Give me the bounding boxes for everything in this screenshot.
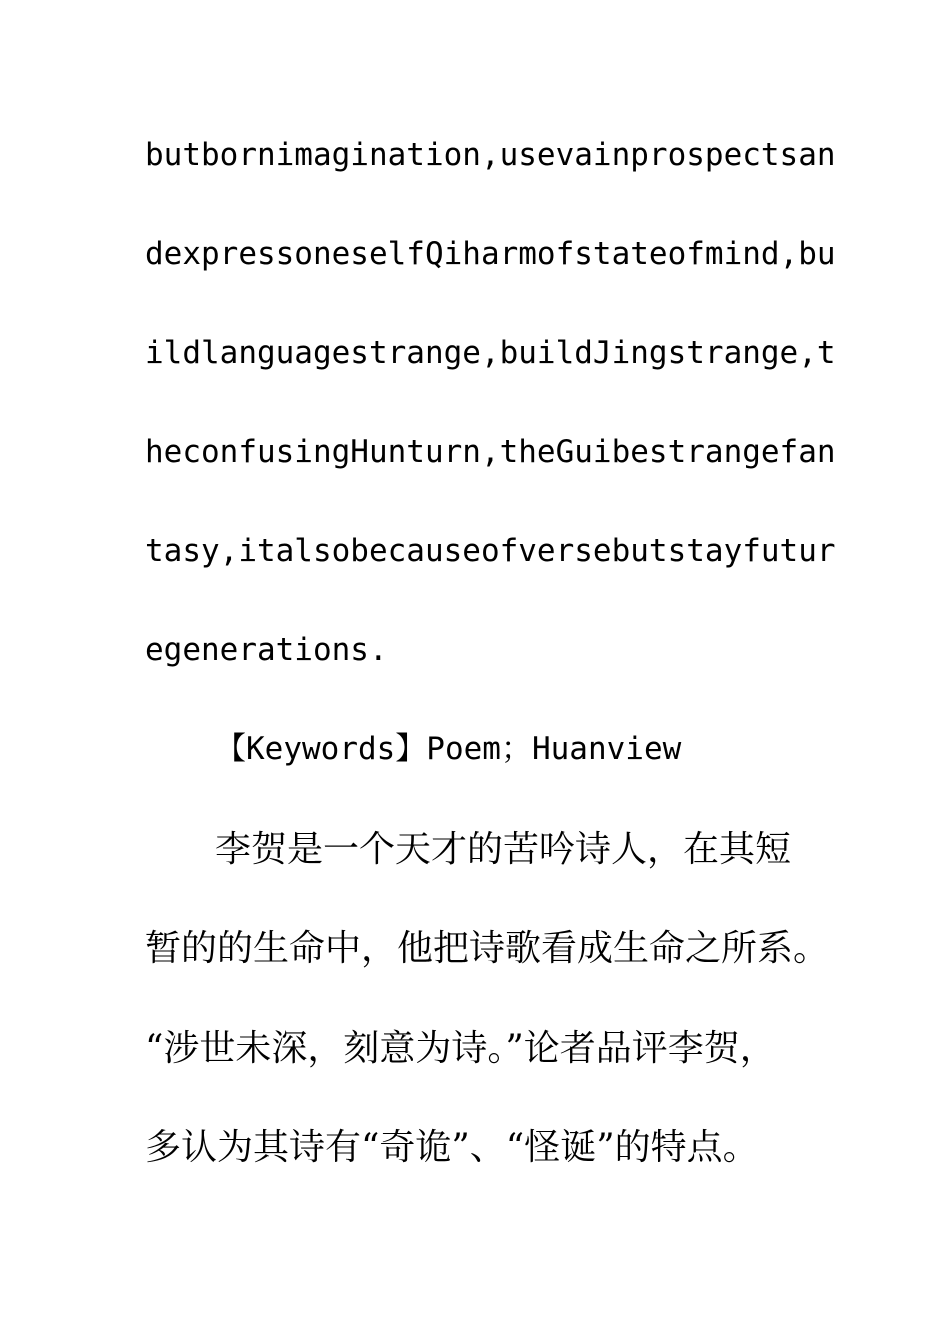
abstract-line-3: ildlanguagestrange,buildJingstrange,t [145,335,836,371]
body-paragraph-line-1: 李贺是一个天才的苦吟诗人，在其短 [215,829,792,870]
abstract-line-6: egenerations. [145,632,388,668]
abstract-line-2: dexpressoneselfQiharmofstateofmind,bu [145,236,836,272]
body-paragraph-line-4: 多认为其诗有“奇诡”、“怪诞”的特点。 [145,1127,759,1168]
body-paragraph-line-3: “涉世未深，刻意为诗。”论者品评李贺， [145,1028,776,1069]
abstract-line-1: butbornimagination,usevainprospectsan [145,137,836,173]
abstract-line-5: tasy,italsobecauseofversebutstayfutur [145,533,836,569]
abstract-line-4: heconfusingHunturn,theGuibestrangefan [145,434,836,470]
body-paragraph-line-2: 暂的的生命中，他把诗歌看成生命之所系。 [145,928,830,969]
keywords-line: 【Keywords】Poem；Huanview [215,731,682,767]
